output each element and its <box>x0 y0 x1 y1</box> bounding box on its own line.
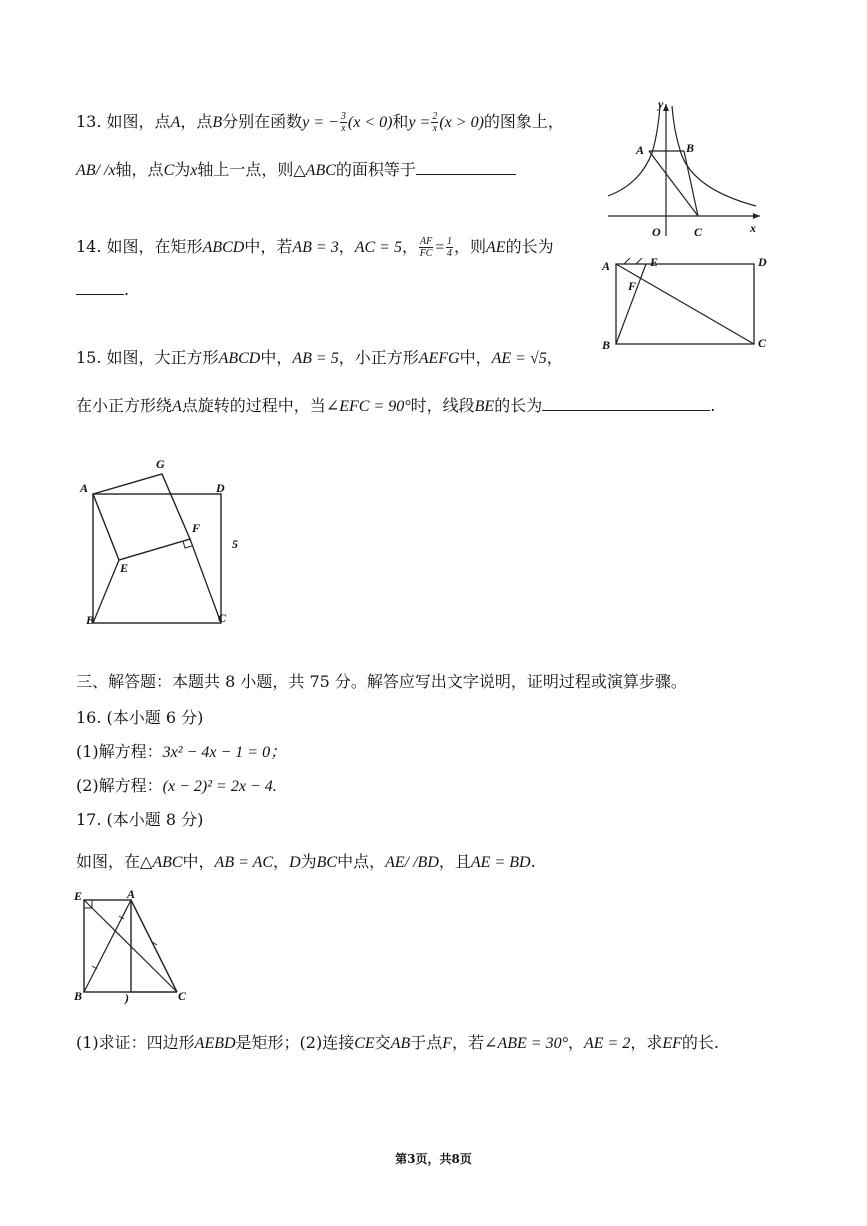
label-d: D <box>216 481 225 495</box>
q17-text: 交 <box>374 1033 391 1052</box>
label-x: x <box>750 221 756 235</box>
q14-sep: ， <box>401 237 418 256</box>
q15-text: 时，线段 <box>410 396 475 415</box>
q14-text: 如图，在矩形 <box>106 237 203 256</box>
diagonal-ac <box>616 264 754 344</box>
q17-text: ，求 <box>630 1033 663 1052</box>
section-3-heading: 三、解答题：本题共 8 小题，共 75 分。解答应写出文字说明，证明过程或演算步骤。 <box>76 672 687 691</box>
q14-text: 的长为 <box>505 237 554 256</box>
q14-eq: = <box>434 239 445 256</box>
small-square-aefg <box>93 474 190 560</box>
q14-number: 14. <box>76 237 102 256</box>
q13-func1-domain: (x < 0) <box>347 114 393 131</box>
q17-text: ，若 <box>452 1033 485 1052</box>
q14-end: . <box>124 280 130 299</box>
q15-text: 在小正方形绕 <box>76 396 173 415</box>
q17-text: ， <box>273 852 290 871</box>
q15-small-square: AEFG <box>418 350 460 367</box>
q17-quad: AEBD <box>194 1035 236 1052</box>
label-f: F <box>192 521 201 535</box>
q17-statement <box>76 849 536 872</box>
q15-line1 <box>76 345 563 368</box>
q14-ae: AE <box>486 239 506 256</box>
q16-part1 <box>76 739 286 762</box>
label-a: A <box>127 887 136 901</box>
q17-ab-eq-ac: AB = AC <box>214 854 274 871</box>
fraction-denominator: x <box>341 123 346 134</box>
q17-ae-eq-bd: AE = BD <box>470 854 531 871</box>
fraction-numerator: 1 <box>447 236 452 247</box>
q13-x: x <box>190 162 198 179</box>
q15-text: 点旋转的过程中，当 <box>181 396 326 415</box>
label-a: A <box>80 481 89 495</box>
fraction-denominator: 4 <box>447 248 452 259</box>
q14-ac: AC = 5 <box>354 239 402 256</box>
q13-triangle: ABC <box>305 162 336 179</box>
q13-func1-fraction <box>340 111 347 134</box>
q13-number: 13. <box>76 112 102 131</box>
q16-part2 <box>76 773 277 796</box>
label-e: E <box>650 255 659 269</box>
fraction-numerator: 2 <box>432 111 438 122</box>
segment-be <box>616 264 646 344</box>
q13-text: 的面积等于 <box>335 160 416 179</box>
q15-angle: ∠EFC = 90° <box>325 398 411 415</box>
label-b: B <box>74 989 83 1003</box>
q14-rect: ABCD <box>202 239 245 256</box>
q17-text: 中， <box>182 852 215 871</box>
q15-ae: AE = √5 <box>491 350 547 367</box>
q17-point-f: F <box>442 1035 453 1052</box>
q17-ce: CE <box>354 1035 375 1052</box>
q16-part2-equation: (x − 2)² = 2x − 4. <box>162 778 277 795</box>
stray-mark: 5 <box>232 537 238 551</box>
q17-text: 的长. <box>681 1033 719 1052</box>
q17-text: 于点 <box>410 1033 443 1052</box>
q15-be: BE <box>474 398 495 415</box>
q13-text: 为 <box>174 160 191 179</box>
q16-header: 16. (本小题 6 分) <box>76 708 204 727</box>
q13-func2-lhs: y = <box>408 114 431 131</box>
q14-text: 中，若 <box>244 237 293 256</box>
label-f: F <box>628 279 637 293</box>
q17-ab: AB <box>390 1035 411 1052</box>
q17-text: 中点， <box>337 852 386 871</box>
q16-part1-equation: 3x² − 4x − 1 = 0； <box>162 744 287 761</box>
q15-text: ， <box>546 348 563 367</box>
big-square-abcd <box>93 494 221 623</box>
label-c: C <box>758 336 767 350</box>
y-axis-arrow-icon <box>663 104 669 111</box>
q17-triangle: ABC <box>152 854 183 871</box>
q13-func2-domain: (x > 0) <box>439 114 484 131</box>
q15-text: 如图，大正方形 <box>106 348 219 367</box>
label-c: C <box>178 989 187 1003</box>
q14-figure <box>598 250 770 350</box>
label-a: A <box>602 259 611 273</box>
q14-sep: ， <box>338 237 355 256</box>
q14-answer-blank <box>76 293 124 295</box>
q15-figure <box>80 452 260 632</box>
fraction-denominator: FC <box>419 248 433 259</box>
fraction-numerator: 3 <box>340 111 346 122</box>
q17-question <box>76 1030 719 1053</box>
q17-text: 是矩形；(2)连接 <box>235 1033 355 1052</box>
q13-point-a: A <box>170 114 181 131</box>
q13-point-c: C <box>163 162 175 179</box>
q17-ef: EF <box>662 1035 682 1052</box>
q17-figure <box>72 888 202 1006</box>
label-b: B <box>686 141 695 155</box>
q15-answer-blank <box>542 409 710 411</box>
label-e: E <box>120 561 129 575</box>
q15-point-a: A <box>172 398 182 415</box>
q17-text: . <box>530 852 536 871</box>
q17-text: 为 <box>300 852 317 871</box>
q13-point-b: B <box>212 114 223 131</box>
segment-ac <box>131 900 177 992</box>
q15-number: 15. <box>76 348 102 367</box>
q17-ae-parallel-bd: AE/ /BD <box>385 854 439 871</box>
q13-text: 的图象上， <box>483 112 564 131</box>
segment-ba <box>84 900 131 992</box>
q13-text: 和 <box>392 112 409 131</box>
q14-line1 <box>76 234 554 259</box>
q17-point-d: D <box>289 854 301 871</box>
label-g: G <box>156 457 165 471</box>
q15-ab: AB = 5 <box>292 350 339 367</box>
q17-angle: ∠ABE = 30° <box>484 1035 568 1052</box>
label-o: O <box>652 225 661 239</box>
q17-ae-value: AE = 2 <box>583 1035 631 1052</box>
label-a: A <box>636 143 645 157</box>
q17-text: ， <box>567 1033 584 1052</box>
q13-func2-fraction <box>431 111 438 134</box>
q14-ratio-fraction <box>419 236 433 259</box>
q14-line2 <box>76 280 129 299</box>
q13-ab-parallel: AB/ /x <box>76 162 116 179</box>
q13-text: 轴上一点，则△ <box>197 160 306 179</box>
label-c: C <box>218 611 227 625</box>
q15-text: 中， <box>459 348 492 367</box>
q14-text: ，则 <box>454 237 487 256</box>
q16-part1-label: (1)解方程： <box>76 742 163 761</box>
q15-text: 的长为 <box>494 396 543 415</box>
q13-text: 分别在函数 <box>222 112 303 131</box>
segment-be <box>93 560 119 623</box>
q15-big-square: ABCD <box>218 350 261 367</box>
q17-text: ，且 <box>438 852 471 871</box>
q13-figure <box>600 98 770 240</box>
q14-value-fraction <box>446 236 453 259</box>
label-d: ) <box>125 991 129 1005</box>
page-footer: 第3页，共8页 <box>395 1152 472 1166</box>
q17-header: 17. (本小题 8 分) <box>76 810 204 829</box>
q13-func1-lhs: y = − <box>302 114 339 131</box>
q13-answer-blank <box>416 173 516 175</box>
q13-line1 <box>76 109 564 134</box>
q16-part2-label: (2)解方程： <box>76 776 163 795</box>
q14-ab: AB = 3 <box>292 239 339 256</box>
q15-line2 <box>76 393 715 416</box>
fraction-numerator: AF <box>419 236 433 247</box>
q15-text: 中， <box>260 348 293 367</box>
q15-end: . <box>710 396 716 415</box>
label-d: D <box>758 255 767 269</box>
label-e: E <box>74 889 83 903</box>
label-y: y <box>658 97 664 111</box>
q17-bc: BC <box>316 854 338 871</box>
q15-text: ，小正方形 <box>338 348 419 367</box>
tick-marks <box>624 258 642 264</box>
q17-text: 如图，在△ <box>76 852 153 871</box>
fraction-denominator: x <box>432 123 438 134</box>
q13-text: 轴，点 <box>115 160 164 179</box>
x-axis-arrow-icon <box>753 213 760 219</box>
label-b: B <box>86 613 95 627</box>
q13-text: 如图，点 <box>106 112 171 131</box>
tick-marks <box>92 916 157 969</box>
label-c: C <box>694 225 703 239</box>
q13-line2 <box>76 157 516 180</box>
q17-text: (1)求证：四边形 <box>76 1033 195 1052</box>
label-b: B <box>602 338 611 352</box>
segment-fc <box>190 539 221 623</box>
q13-text: ，点 <box>180 112 213 131</box>
